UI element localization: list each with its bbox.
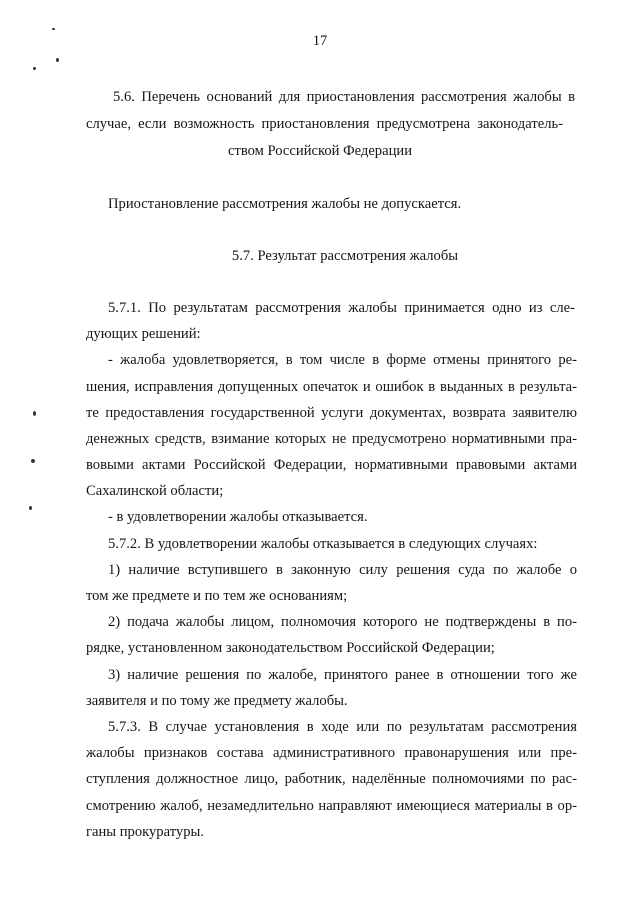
scan-speck (33, 411, 36, 416)
paragraph-line: те предоставления государственной услуги документах, возврата заявителю (86, 405, 577, 421)
paragraph-line: 5.7.2. В удовлетворении жалобы отказывается в следующих случаях: (108, 536, 538, 552)
section-5-7-heading: 5.7. Результат рассмотрения жалобы (231, 248, 459, 264)
paragraph-line: денежных средств, взимание которых не предусмотрено нормативными пра- (86, 431, 577, 447)
scan-speck (33, 67, 36, 70)
paragraph-line: заявителя и по тому же предмету жалобы. (86, 693, 348, 709)
scan-speck (52, 28, 55, 30)
paragraph-line: ступления должностное лицо, работник, наделённые полномочиями по рас- (86, 771, 577, 787)
section-5-6-body: Приостановление рассмотрения жалобы не допускается. (108, 196, 462, 212)
paragraph-line: 1) наличие вступившего в законную силу решения суда по жалобе о (108, 562, 577, 578)
scan-speck (56, 58, 59, 62)
paragraph-line: том же предмете и по тем же основаниям; (86, 588, 348, 604)
paragraph-line: - жалоба удовлетворяется, в том числе в форме отмены принятого ре- (108, 352, 577, 368)
paragraph-line: шения, исправления допущенных опечаток и ошибок в выданных в результа- (86, 379, 577, 395)
paragraph-line: дующих решений: (86, 326, 201, 342)
paragraph-line: - в удовлетворении жалобы отказывается. (108, 509, 368, 525)
paragraph-line: ганы прокуратуры. (86, 824, 204, 840)
section-5-6-heading-line-1: 5.6. Перечень оснований для приостановления рассмотрения жалобы в (113, 89, 575, 105)
paragraph-line: рядке, установленном законодательством Российской Федерации; (86, 640, 495, 656)
paragraph-line: 3) наличие решения по жалобе, принятого ранее в отношении того же (108, 667, 577, 683)
paragraph-line: 2) подача жалобы лицом, полномочия которого не подтверждены в по- (108, 614, 577, 630)
section-5-6-heading-line-2: случае, если возможность приостановления предусмотрена законодатель- (86, 116, 563, 132)
scan-speck (31, 459, 35, 463)
section-5-6-heading-line-3: ством Российской Федерации (227, 143, 413, 159)
page-number: 17 (312, 33, 328, 49)
paragraph-line: 5.7.1. По результатам рассмотрения жалобы принимается одно из сле- (108, 300, 575, 316)
paragraph-line: смотрению жалоб, незамедлительно направляют имеющиеся материалы в ор- (86, 798, 577, 814)
paragraph-line: вовыми актами Российской Федерации, нормативными правовыми актами (86, 457, 577, 473)
scan-speck (29, 506, 32, 510)
paragraph-line: 5.7.3. В случае установления в ходе или по результатам рассмотрения (108, 719, 577, 735)
paragraph-line: жалобы признаков состава административного правонарушения или пре- (86, 745, 577, 761)
paragraph-line: Сахалинской области; (86, 483, 224, 499)
